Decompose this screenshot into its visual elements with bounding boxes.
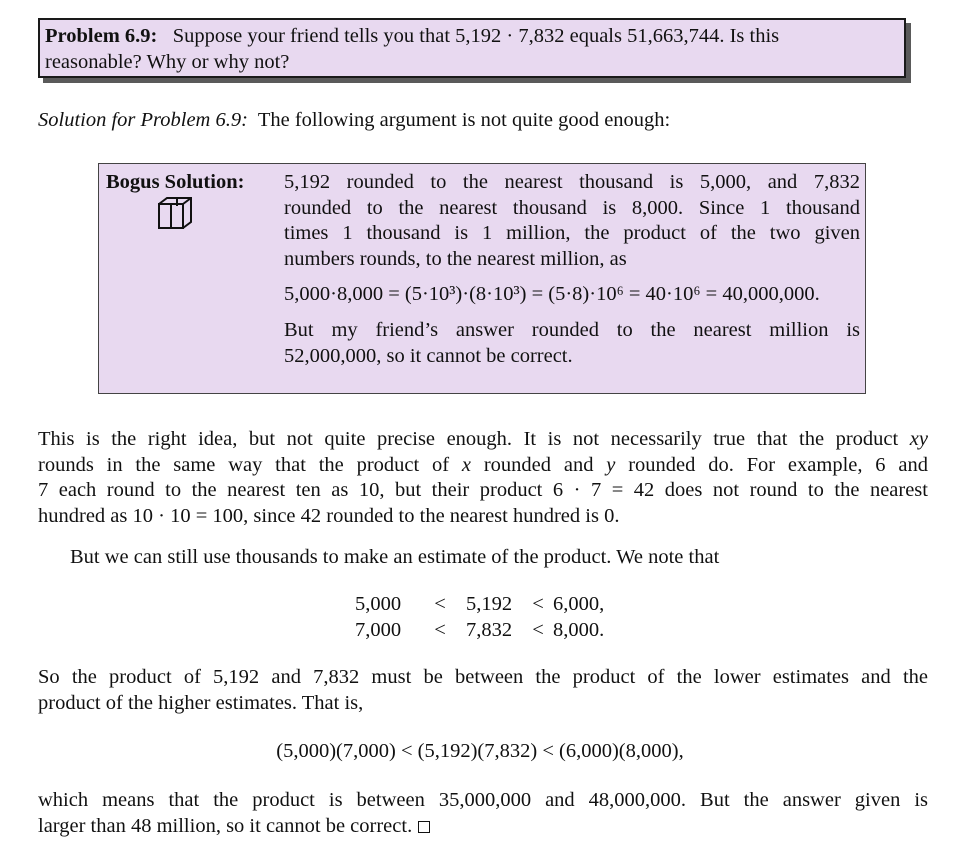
variable-y: y xyxy=(606,453,616,476)
problem-line-1 xyxy=(45,25,779,47)
ineq-term: 5,192 xyxy=(465,593,513,615)
bogus-line: rounded to the nearest thousand is 8,000. Since 1 thousand xyxy=(284,196,860,219)
ineq-op: < xyxy=(434,593,446,615)
text-run: larger than 48 million, so it cannot be correct. xyxy=(38,814,413,837)
paragraph-3 xyxy=(38,664,928,715)
paragraph-1 xyxy=(38,426,928,528)
bogus-equation: 5,000·8,000 = (5·10³)·(8·10³) = (5·8)·10⁶ = 40·10⁶ = 40,000,000. xyxy=(284,283,820,305)
bogus-label: Bogus Solution: xyxy=(106,171,245,193)
solution-heading xyxy=(38,107,670,133)
bogus-line: numbers rounds, to the nearest million, as xyxy=(284,247,627,270)
inequality-row xyxy=(355,591,623,617)
problem-text-2: reasonable? Why or why not? xyxy=(45,51,290,73)
ineq-op: < xyxy=(434,619,446,641)
ineq-op: < xyxy=(532,593,544,615)
inequality-block xyxy=(355,591,623,643)
paragraph-line xyxy=(38,452,928,478)
bogus-cube-icon xyxy=(157,196,193,230)
paragraph-4 xyxy=(38,787,928,838)
qed-icon xyxy=(418,821,430,833)
ineq-term: 7,000 xyxy=(355,619,402,641)
problem-box xyxy=(38,18,906,78)
ineq-term: 5,000 xyxy=(355,593,402,615)
paragraph-line xyxy=(38,813,928,839)
text-run: rounded do. For example, 6 and xyxy=(615,453,928,476)
ineq-term: 8,000. xyxy=(553,619,605,641)
paragraph-line: So the product of 5,192 and 7,832 must be between the product of the lower estimates and the xyxy=(38,666,928,688)
ineq-op: < xyxy=(532,619,544,641)
problem-label: Problem 6.9: xyxy=(45,25,158,47)
solution-text: The following argument is not quite good enough: xyxy=(257,109,671,131)
equation-2: (5,000)(7,000) < (5,192)(7,832) < (6,000)(8,000), xyxy=(276,740,684,762)
variable-x: x xyxy=(461,453,472,476)
text-run: rounds in the same way that the product of xyxy=(38,453,462,476)
ineq-term: 7,832 xyxy=(465,619,513,641)
bogus-line: 5,192 rounded to the nearest thousand is 5,000, and 7,832 xyxy=(284,171,860,193)
paragraph-line: product of the higher estimates. That is, xyxy=(38,691,364,714)
paragraph-line: which means that the product is between 35,000,000 and 48,000,000. But the answer given is xyxy=(38,789,928,811)
bogus-text xyxy=(284,169,860,368)
bogus-line: But my friend’s answer rounded to the nearest million is xyxy=(284,319,860,341)
bogus-line: 52,000,000, so it cannot be correct. xyxy=(284,344,573,367)
solution-label: Solution for Problem 6.9: xyxy=(38,109,248,131)
problem-text-1: Suppose your friend tells you that 5,192 · 7,832 equals 51,663,744. Is this xyxy=(172,25,780,47)
variable-xy: xy xyxy=(909,428,928,450)
paragraph-line: 7 each round to the nearest ten as 10, but their product 6 · 7 = 42 does not round to the nearest xyxy=(38,479,928,501)
bogus-line: times 1 thousand is 1 million, the product of the two given xyxy=(284,222,860,244)
inequality-row xyxy=(355,617,623,643)
text-run: rounded and xyxy=(471,453,607,476)
text-run: This is the right idea, but not quite precise enough. It is not necessarily true that the product xyxy=(38,428,910,450)
bogus-solution-box xyxy=(98,163,866,394)
paragraph-2: But we can still use thousands to make an estimate of the product. We note that xyxy=(70,546,720,568)
paragraph-line: hundred as 10 · 10 = 100, since 42 rounded to the nearest hundred is 0. xyxy=(38,504,620,527)
ineq-term: 6,000, xyxy=(553,593,605,615)
paragraph-line xyxy=(38,426,928,452)
